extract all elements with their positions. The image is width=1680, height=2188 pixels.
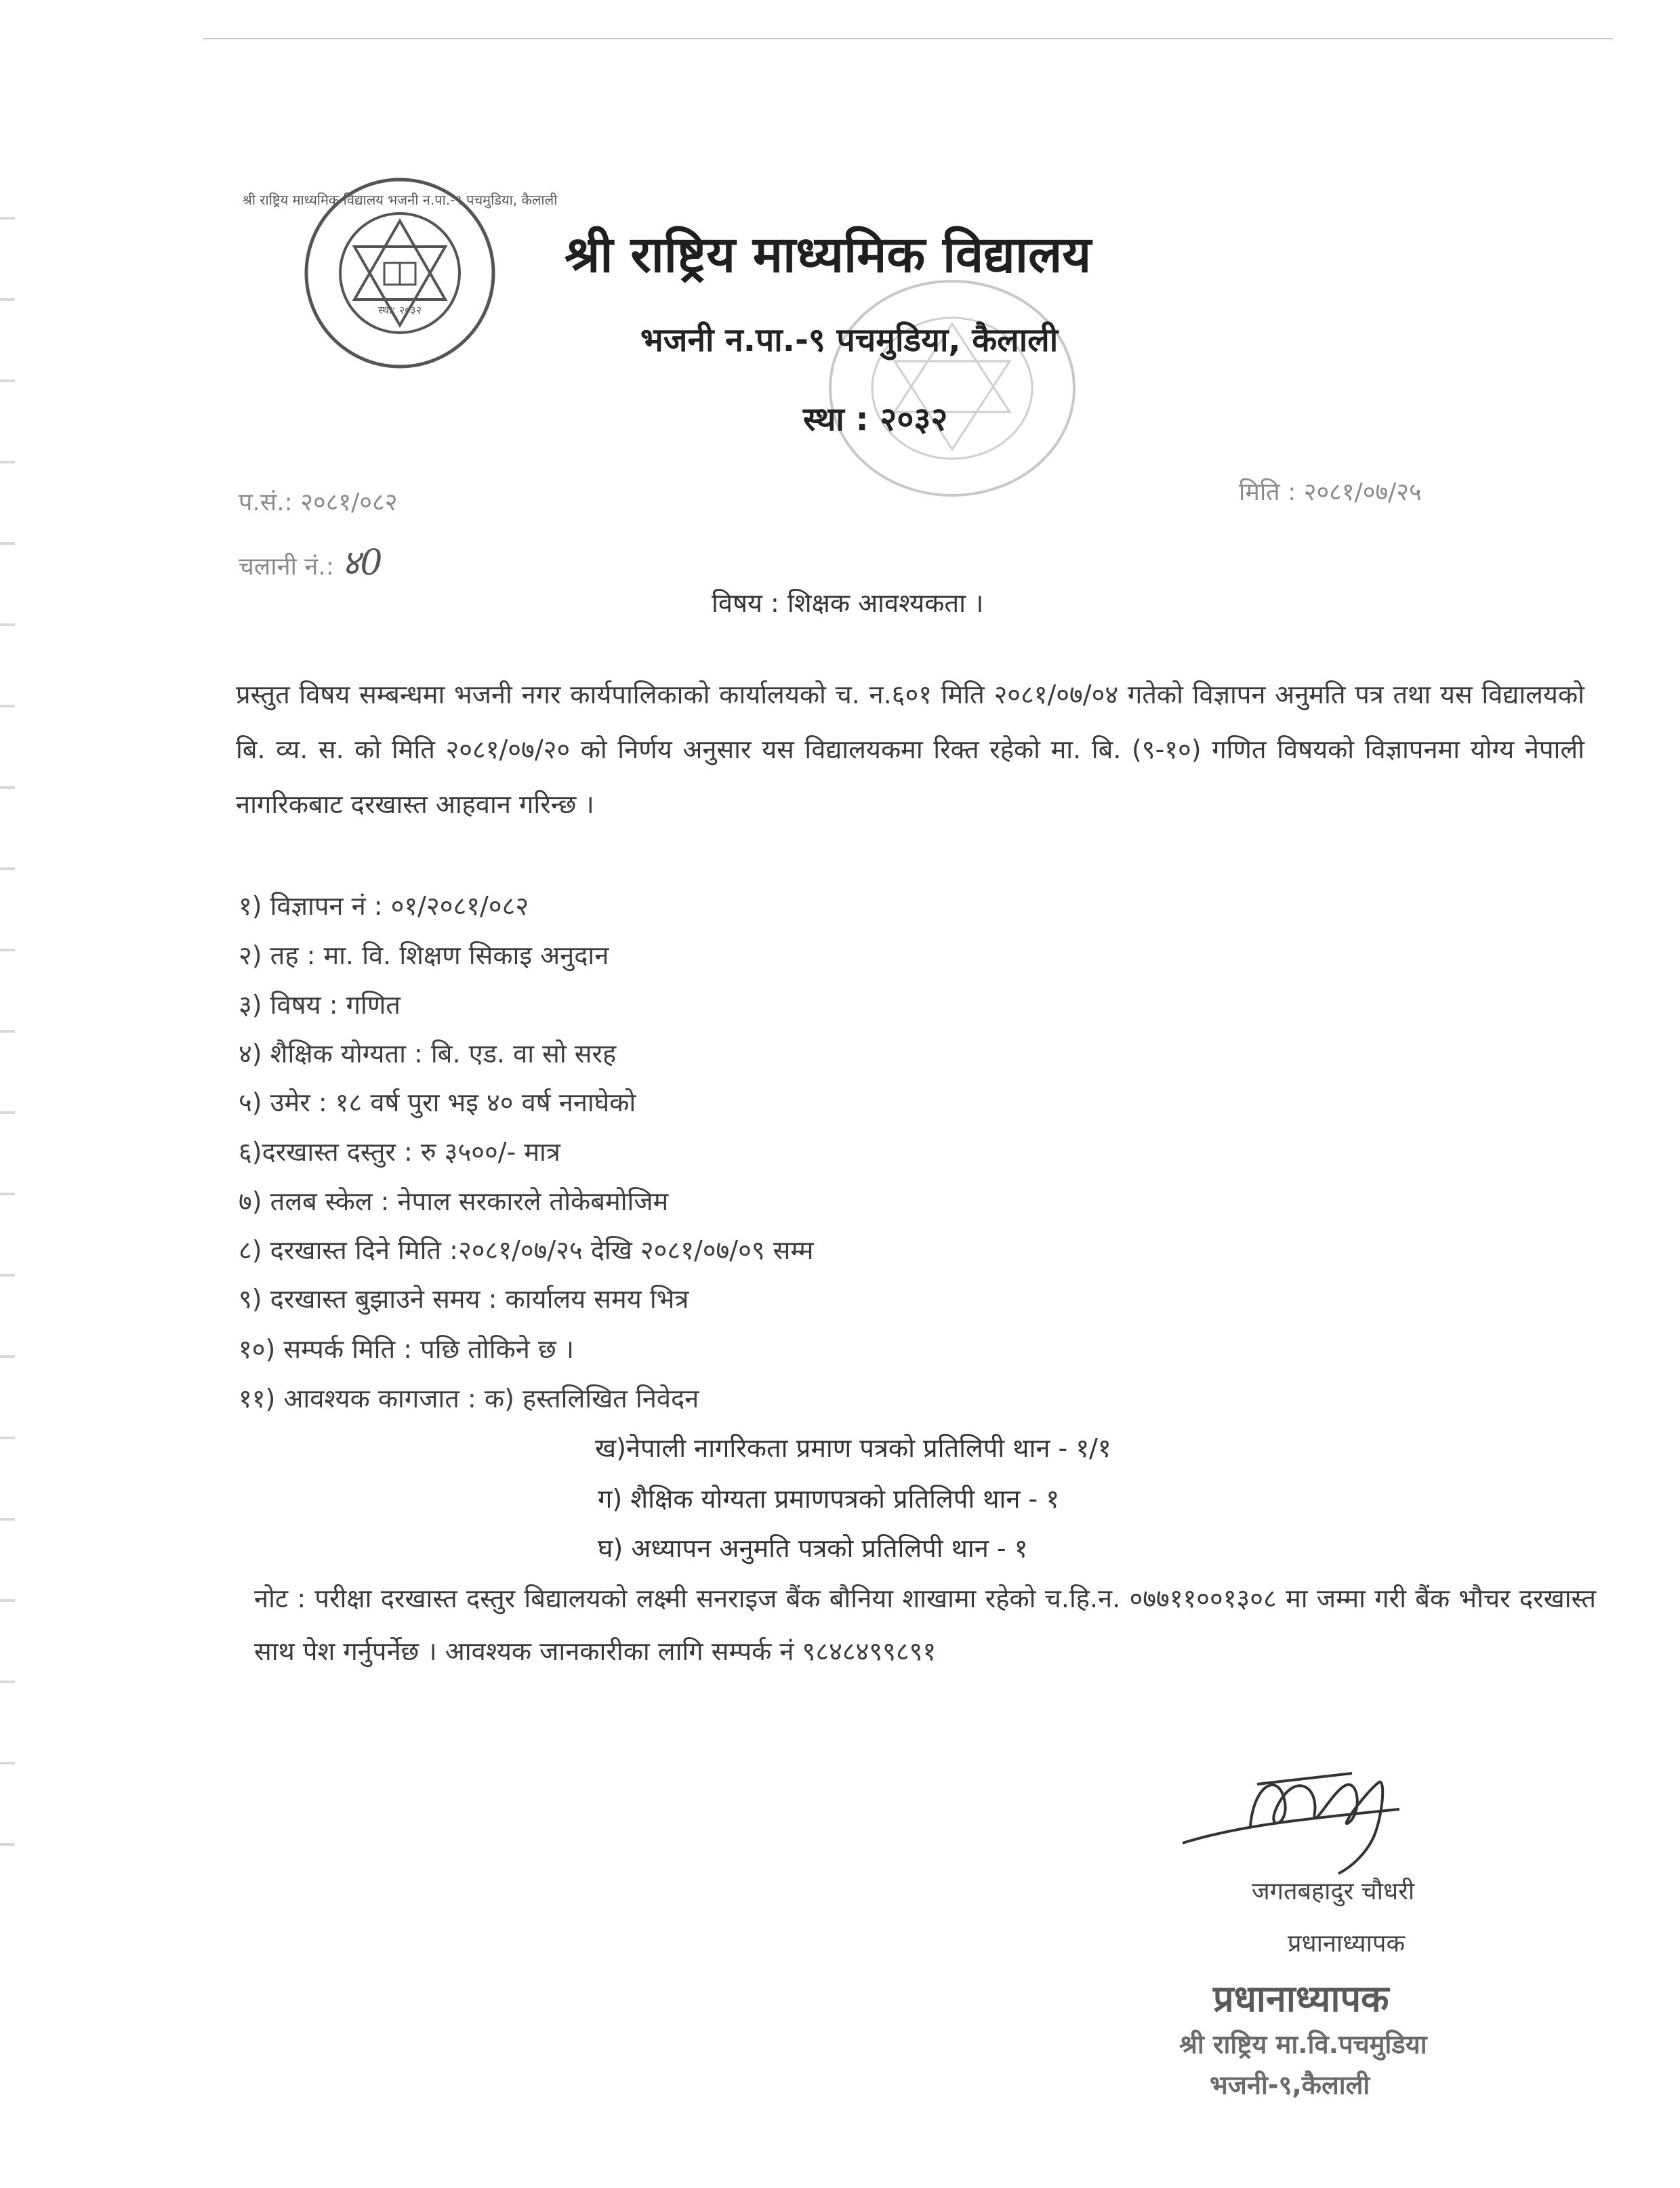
list-item: ४) शैक्षिक योग्यता : बि. एड. वा सो सरह (239, 1039, 617, 1069)
intro-paragraph: प्रस्तुत विषय सम्बन्धमा भजनी नगर कार्यपालिकाको कार्यालयको च. न.६०१ मिति २०८१/०७/०४ गतेको विज्ञापन अनुमति पत्र तथा यस विद्यालयको बि. व्य. स. को मिति २०८१/०७/२० को निर्णय अनुसार यस विद्यालयकमा रिक्त रहेको मा. बि. (९-१०) गणित विषयको विज्ञापनमा योग्य नेपाली नागरिकबाट दरखास्त आहवान गरिन्छ । (236, 680, 1584, 819)
list-item: १०) सम्पर्क मिति : पछि तोकिने छ । (239, 1334, 575, 1364)
reference-label: प.सं.: (239, 489, 293, 516)
school-name: श्री राष्ट्रिय माध्यमिक विद्यालय (565, 226, 1092, 284)
document-item: ग) शैक्षिक योग्यता प्रमाणपत्रको प्रतिलिपी थान - १ (598, 1484, 1060, 1514)
logo-ring-text: श्री राष्ट्रिय माध्यमिक विद्यालय भजनी न.पा.-९ पचमुडिया, कैलाली (242, 192, 558, 208)
date-label: मिति : (1239, 478, 1296, 506)
scan-top-rule (203, 38, 1613, 39)
dispatch-value-handwritten: ४0 (342, 543, 383, 583)
seal-school-line: श्री राष्ट्रिय मा.वि.पचमुडिया (1179, 2029, 1427, 2059)
date-value: २०८१/०७/२५ (1303, 478, 1422, 506)
document-item: ख)नेपाली नागरिकता प्रमाण पत्रको प्रतिलिपी थान - १/१ (595, 1433, 1111, 1463)
list-item: ११) आवश्यक कागजात : क) हस्तलिखित निवेदन (239, 1384, 699, 1413)
signatory-name: जगतबहादुर चौधरी (1252, 1878, 1415, 1905)
school-logo-seal (242, 175, 558, 371)
logo-inner-text: स्था: २०३२ (377, 304, 422, 316)
list-item: २) तह : मा. वि. शिक्षण सिकाइ अनुदान (239, 941, 609, 970)
established-year: स्था : २०३२ (803, 400, 948, 438)
list-item: ७) तलब स्केल : नेपाल सरकारले तोकेबमोजिम (239, 1186, 669, 1216)
list-item: ३) विषय : गणित (239, 990, 401, 1020)
document-item: घ) अध्यापन अनुमति पत्रको प्रतिलिपी थान - १ (598, 1533, 1028, 1563)
reference-value: २०८१/०८२ (300, 489, 398, 516)
note-paragraph: नोट : परीक्षा दरखास्त दस्तुर बिद्यालयको लक्ष्मी सनराइज बैंक बौनिया शाखामा रहेको च.हि.न. ०७७११००१३०८ मा जम्मा गरी बैंक भौचर दरखास्त साथ पेश गर्नुपर्नेछ । आवश्यक जानकारीका लागि सम्पर्क नं ९८४८४९९८९१ (254, 1584, 1596, 1666)
scan-edge-marks (0, 190, 15, 1884)
dispatch-number (239, 537, 382, 585)
list-item: ९) दरखास्त बुझाउने समय : कार्यालय समय भित्र (239, 1284, 689, 1314)
letter-subject: विषय : शिक्षक आवश्यकता । (712, 588, 984, 618)
letter-date (1239, 474, 1422, 508)
handwritten-signature (1176, 1745, 1447, 1880)
faint-school-stamp (823, 276, 1081, 500)
list-item: ५) उमेर : १८ वर्ष पुरा भइ ४० वर्ष ननाघेको (239, 1088, 636, 1117)
list-item: १) विज्ञापन नं : ०१/२०८१/०८२ (239, 891, 529, 921)
seal-address-line: भजनी-९,कैलाली (1210, 2070, 1370, 2100)
school-address: भजनी न.पा.-९ पचमुडिया, कैलाली (640, 321, 1059, 359)
signatory-role: प्रधानाध्यापक (1288, 1930, 1406, 1958)
list-item: ८) दरखास्त दिने मिति :२०८१/०७/२५ देखि २०८१/०७/०९ सम्म (239, 1235, 814, 1265)
dispatch-label: चलानी नं.: (239, 553, 334, 581)
list-item: ६)दरखास्त दस्तुर : रु ३५००/- मात्र (239, 1137, 560, 1167)
reference-number (239, 484, 397, 518)
seal-title: प्रधानाध्यापक (1213, 1977, 1389, 2020)
